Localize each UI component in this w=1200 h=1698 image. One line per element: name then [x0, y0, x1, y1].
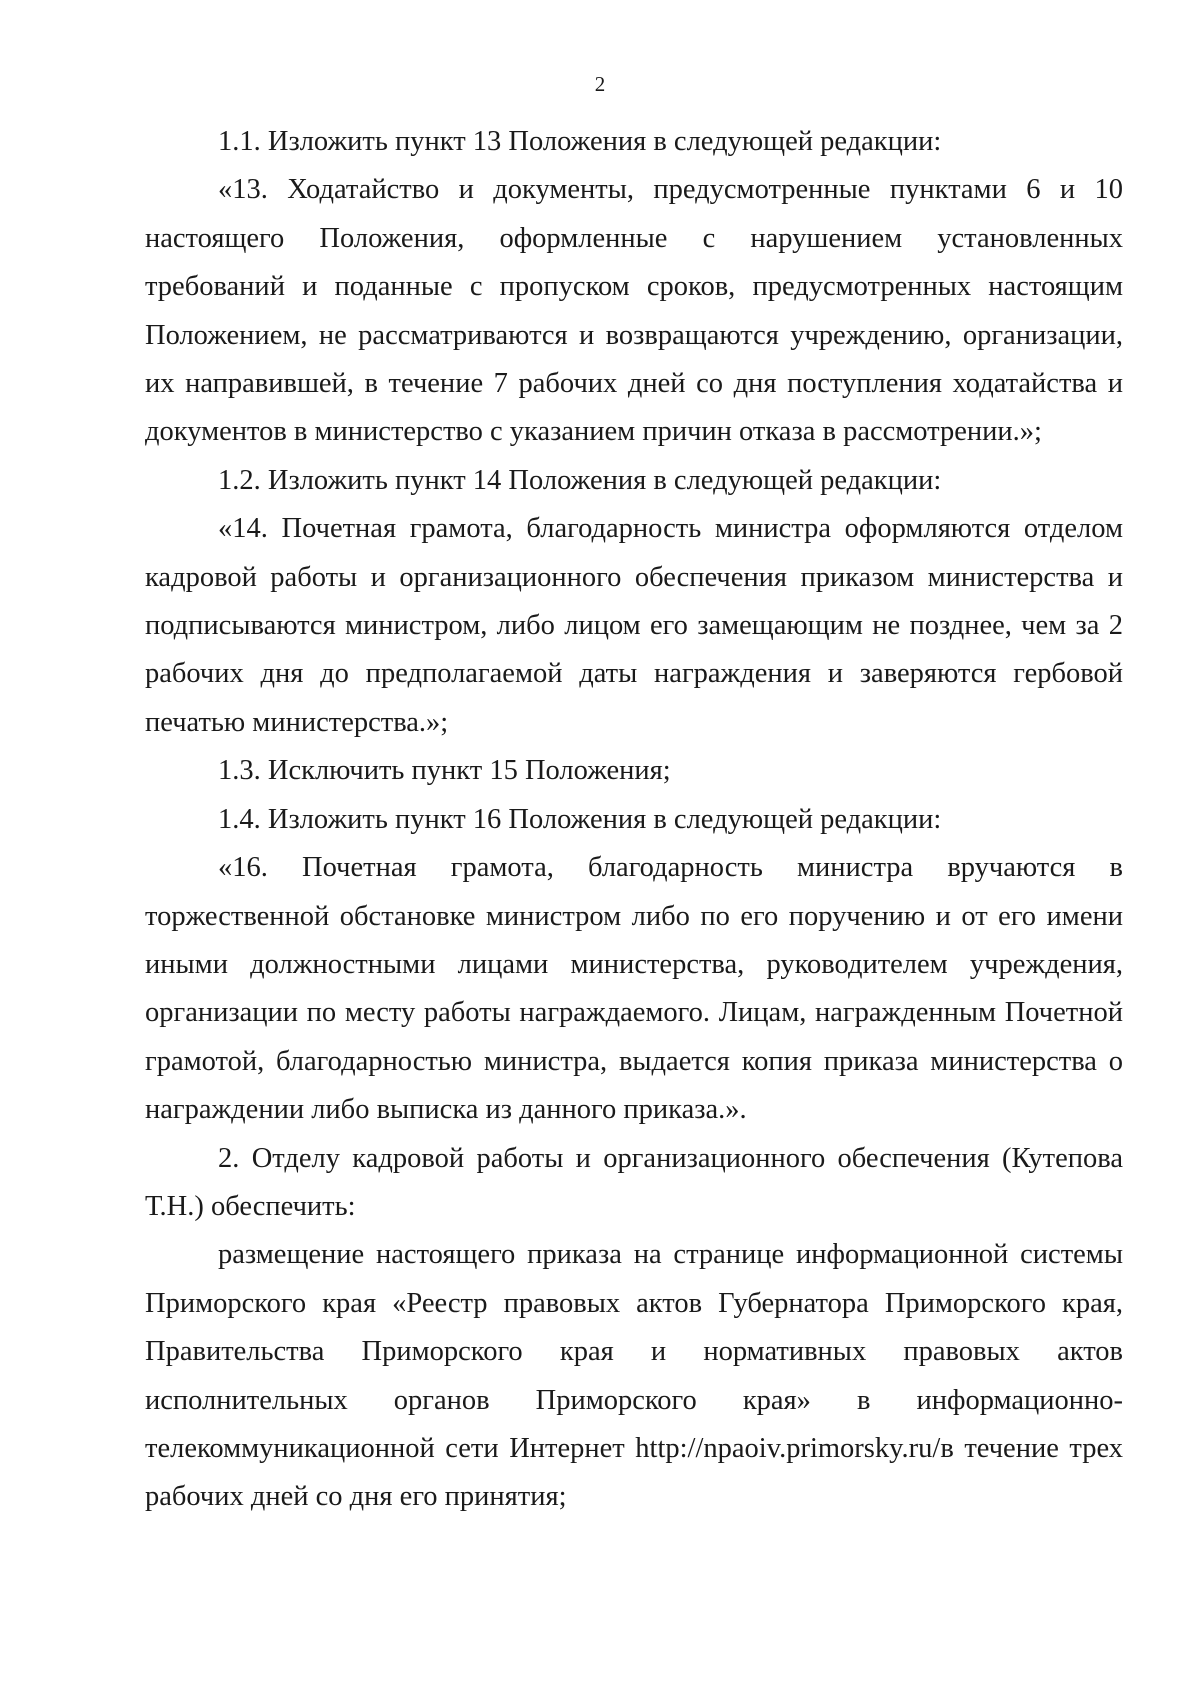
paragraph-item-1-4: 1.4. Изложить пункт 16 Положения в следующей редакции: [218, 803, 942, 835]
paragraph-item-2: 2. Отделу кадровой работы и организационного обеспечения (Кутепова Т.Н.) обеспечить: [145, 1142, 1123, 1222]
paragraph-item-14-text: «14. Почетная грамота, благодарность министра оформляются отделом кадровой работы и организационного обеспечения приказом министерства и подписываются министром, либо лицом его замещающим не позднее, чем за 2 рабочих дня до предполагаемой даты награждения и заверяются гербовой печатью министерства.»; [145, 513, 1123, 738]
page-number: 2 [594, 72, 606, 96]
paragraph-item-13-text: «13. Ходатайство и документы, предусмотренные пунктами 6 и 10 настоящего Положения, оформленные с нарушением установленных требований и поданные с пропуском сроков, предусмотренных настоящим Положением, не рассматриваются и возвращаются учреждению, организации, их направившей, в течение 7 рабочих дней со дня поступления ходатайства и документов в министерство с указанием причин отказа в рассмотрении.»; [145, 174, 1123, 448]
paragraph-item-16-text: «16. Почетная грамота, благодарность министра вручаются в торжественной обстановке министром либо по его поручению и от его имени иными должностными лицами министерства, руководителем учреждения, организации по месту работы награждаемого. Лицам, награжденным Почетной грамотой, благодарностью министра, выдается копия приказа министерства о награждении либо выписка из данного приказа.». [145, 852, 1123, 1126]
paragraph-publication: размещение настоящего приказа на странице информационной системы Приморского края «Реестр правовых актов Губернатора Приморского края, Правительства Приморского края и нормативных правовых актов исполнительных органов Приморского края» в информационно-телекоммуникационной сети Интернет http://npaoiv.primorsky.ru/в течение трех рабочих дней со дня его принятия; [145, 1239, 1123, 1513]
document-body [145, 118, 1123, 1522]
paragraph-item-1-2: 1.2. Изложить пункт 14 Положения в следующей редакции: [218, 464, 942, 496]
paragraph-item-1-1: 1.1. Изложить пункт 13 Положения в следующей редакции: [218, 126, 942, 157]
paragraph-item-1-3: 1.3. Исключить пункт 15 Положения; [218, 755, 671, 787]
